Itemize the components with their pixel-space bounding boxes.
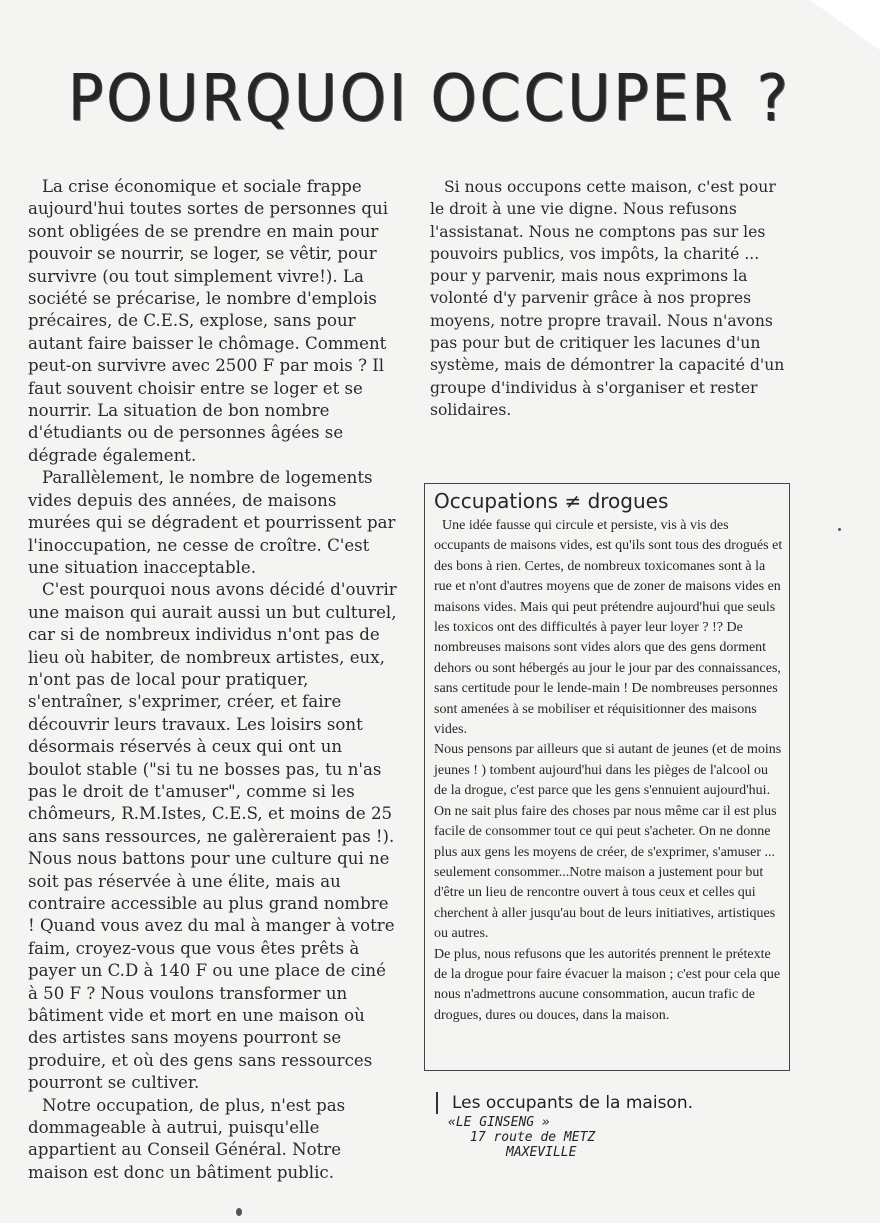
handwritten-line-street: 17 route de METZ [470,1130,596,1145]
box-paragraph-1: Une idée fausse qui circule et persiste, vis à vis des occupants de maisons vides, est qu'ils sont tous des drogués et des bons à rien. Certes, de nombreux toxicomanes sont à la rue et n'ont d'autres moyens que de zoner de maisons vides en maisons vides. Mais qui peut prétendre aujourd'hui que seuls les toxicos ont des difficultés à payer leur loyer ? !? De nombreuses maisons sont vides alors que des gens dorment dehors ou sont hébergés au jour le jour par des connaissances, sans certitude pour le lende-main ! De nombreuses personnes sont amenées à se mobiliser et réquisitionner des maisons vides. [434,518,783,738]
left-column [28,176,398,1184]
scan-speck [236,1208,242,1216]
scan-speck [838,528,841,531]
right-paragraph-1: Si nous occupons cette maison, c'est pour le droit à une vie digne. Nous refusons l'assistanat. Nous ne comptons pas sur les pouvoirs publics, vos impôts, la charité ... pour y parvenir, mais nous exprimons la volonté d'y parvenir grâce à nos propres moyens, notre propre travail. Nous n'avons pas pour but de critiquer les lacunes d'un système, mais de démontrer la capacité d'un groupe d'individus à s'organiser et rester solidaires. [430,178,785,419]
left-paragraph-2: Parallèlement, le nombre de logements vides depuis des années, de maisons murées qui se dégradent et pourrissent par l'inoccupation, ne cesse de croître. C'est une situation inacceptable. [28,468,396,577]
left-paragraph-4: Notre occupation, de plus, n'est pas dommageable à autrui, puisqu'elle appartient au Conseil Général. Notre maison est donc un bâtiment public. [28,1095,346,1182]
box-body [434,516,783,1026]
handwritten-line-city: MAXEVILLE [506,1145,577,1160]
handwritten-line-name: «LE GINSENG » [448,1115,550,1130]
box-paragraph-3: De plus, nous refusons que les autorités prennent le prétexte de la drogue pour faire évacuer la maison ; c'est pour cela que nous n'admettrons aucune consommation, aucun trafic de drogues, dures ou douces, dans la maison. [434,946,781,1023]
left-paragraph-3: C'est pourquoi nous avons décidé d'ouvrir une maison qui aurait aussi un but culturel, car si de nombreux individus n'ont pas de lieu où habiter, de nombreux artistes, eux, n'ont pas de local pour pratiquer, s'entraîner, s'exprimer, créer, et faire découvrir leurs travaux. Les loisirs sont désormais réservés à ceux qui ont un boulot stable ("si tu ne bosses pas, tu n'as pas le droit de t'amuser", comme si les chômeurs, R.M.Istes, C.E.S, et moins de 25 ans sans ressources, ne galèreraient pas !). Nous nous battons pour une culture qui ne soit pas réservée à une élite, mais au contraire accessible au plus grand nombre ! Quand vous avez du mal à manger à votre faim, croyez-vous que vous êtes prêts à payer un C.D à 140 F ou une place de ciné à 50 F ? Nous voulons transformer un bâtiment vide et mort en une maison où des artistes sans moyens pourront se produire, et où des gens sans ressources pourront se cultiver. [28,580,397,1093]
box-title: Occupations ≠ drogues [434,489,669,513]
page-title: POURQUOI OCCUPER ? [68,62,791,136]
right-column [430,176,790,421]
box-paragraph-2: Nous pensons par ailleurs que si autant de jeunes (et de moins jeunes ! ) tombent aujourd'hui dans les pièges de l'alcool ou de la drogue, c'est parce que les gens s'ennuient aujourd'hui. On ne sait plus faire des choses par nous même car il est plus facile de consommer tout ce qui peut s'acheter. On ne donne plus aux gens les moyens de créer, de s'exprimer, s'amuser ... seulement consommer...Notre maison a justement pour but d'être un lieu de rencontre ouvert à tous ceux et celles qui cherchent à aller jusqu'au bout de leurs initiatives, artistiques ou autres. [434,742,782,942]
left-paragraph-1: La crise économique et sociale frappe aujourd'hui toutes sortes de personnes qui sont obligées de se prendre en main pour pouvoir se nourrir, se loger, se vêtir, pour survivre (ou tout simplement vivre!). La société se précarise, le nombre d'emplois précaires, de C.E.S, explose, sans pour autant faire baisser le chômage. Comment peut-on survivre avec 2500 F par mois ? Il faut souvent choisir entre se loger et se nourrir. La situation de bon nombre d'étudiants ou de personnes âgées se dégrade également. [28,177,389,465]
drugs-info-box [424,483,790,1071]
handwritten-address [448,1115,748,1160]
folded-corner [810,0,880,50]
signature: Les occupants de la maison. [436,1092,772,1114]
